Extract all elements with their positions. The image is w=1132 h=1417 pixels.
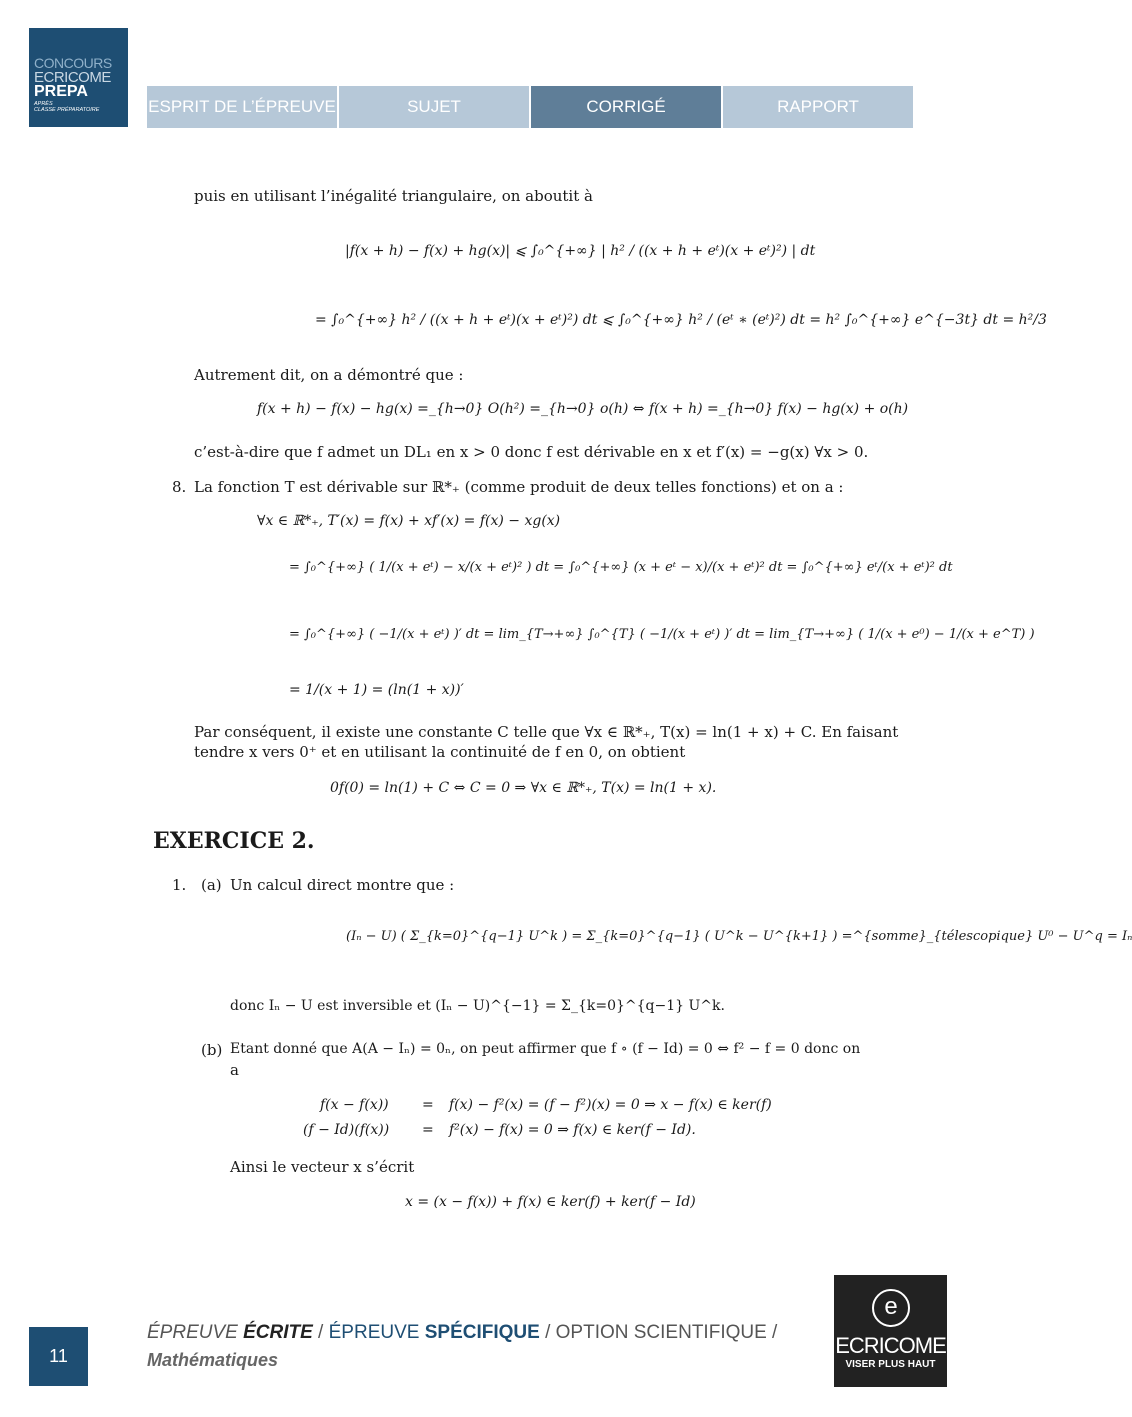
paragraph: Etant donné que A(A − Iₙ) = 0ₙ, on peut affirmer que f ∘ (f − Id) = 0 ⇔ f² − f = 0 donc on — [230, 1041, 861, 1057]
equation-line: ∀x ∈ ℝ*₊, T′(x) = f(x) + xf′(x) = f(x) − xg(x) — [257, 513, 561, 529]
equation-rhs: f(x) − f²(x) = (f − f²)(x) = 0 ⇒ x − f(x) ∈ ker(f) — [449, 1097, 772, 1113]
equation-line: = 1/(x + 1) = (ln(1 + x))′ — [289, 682, 464, 698]
equation-line: (Iₙ − U) ( Σ_{k=0}^{q−1} U^k ) = Σ_{k=0}^{q−1} ( U^k − U^{k+1} ) =^{somme}_{télescopique} U⁰ − U^q = Iₙ — [346, 929, 1132, 944]
paragraph: Par conséquent, il existe une constante C telle que ∀x ∈ ℝ*₊, T(x) = ln(1 + x) + C. En faisant — [194, 723, 899, 741]
equation-line: = ∫₀^{+∞} h² / ((x + h + eᵗ)(x + eᵗ)²) dt ⩽ ∫₀^{+∞} h² / (eᵗ ∗ (eᵗ)²) dt = h² ∫₀^{+∞} e^{−3t} dt = h²/3 — [315, 312, 1047, 328]
equation-lhs: (f − Id)(f(x)) — [303, 1122, 390, 1138]
logo-line-4: APRÈS CLASSE PRÉPARATOIRE — [34, 101, 100, 114]
equation-line: f(x + h) − f(x) − hg(x) =_{h→0} O(h²) =_{h→0} o(h) ⇔ f(x + h) =_{h→0} f(x) − hg(x) + o(h) — [257, 401, 909, 417]
paragraph: a — [230, 1061, 239, 1079]
item-label: (b) — [201, 1041, 223, 1059]
item-number: 1. — [172, 876, 187, 894]
exercise-title: EXERCICE 2. — [153, 828, 315, 854]
paragraph: Autrement dit, on a démontré que : — [194, 366, 464, 384]
paragraph: donc Iₙ − U est inversible et (Iₙ − U)^{−1} = Σ_{k=0}^{q−1} U^k. — [230, 998, 725, 1014]
item-number: 8. — [172, 478, 187, 496]
equation-rhs: f²(x) − f(x) = 0 ⇒ f(x) ∈ ker(f − Id). — [449, 1122, 696, 1138]
footer-breadcrumb: ÉPREUVE ÉCRITE / ÉPREUVE SPÉCIFIQUE / OPTION SCIENTIFIQUE / — [147, 1322, 778, 1343]
logo-line-2: ECRICOME — [34, 69, 111, 86]
paragraph: Ainsi le vecteur x s’écrit — [230, 1158, 415, 1176]
paragraph: La fonction T est dérivable sur ℝ*₊ (comme produit de deux telles fonctions) et on a : — [194, 478, 844, 496]
brand-name: ECRICOME — [835, 1333, 946, 1358]
equation-equals: = — [422, 1097, 434, 1113]
e-logo-icon: e — [872, 1289, 910, 1327]
tab-rapport[interactable]: RAPPORT — [723, 86, 913, 128]
logo-line-3: PREPA — [34, 83, 88, 100]
subject-label: Mathématiques — [147, 1350, 279, 1370]
page-number: 11 — [29, 1327, 88, 1386]
brand-tagline: VISER PLUS HAUT — [845, 1359, 936, 1370]
equation-line: x = (x − f(x)) + f(x) ∈ ker(f) + ker(f − Id) — [405, 1194, 696, 1210]
logo-line-1: CONCOURS — [34, 55, 112, 71]
ecricome-brand-logo — [834, 1275, 947, 1387]
tab-corrige[interactable]: CORRIGÉ — [531, 86, 721, 128]
paragraph: c’est-à-dire que f admet un DL₁ en x > 0 donc f est dérivable en x et f′(x) = −g(x) ∀x > 0. — [194, 443, 869, 461]
equation-line: |f(x + h) − f(x) + hg(x)| ⩽ ∫₀^{+∞} | h² / ((x + h + eᵗ)(x + eᵗ)²) | dt — [345, 243, 816, 259]
equation-line: = ∫₀^{+∞} ( 1/(x + eᵗ) − x/(x + eᵗ)² ) dt = ∫₀^{+∞} (x + eᵗ − x)/(x + eᵗ)² dt = ∫₀^{+∞} eᵗ/(x + eᵗ)² dt — [289, 560, 953, 575]
tab-esprit[interactable]: ESPRIT DE L’ÉPREUVE — [147, 86, 337, 128]
equation-lhs: f(x − f(x)) — [320, 1097, 389, 1113]
equation-line: 0f(0) = ln(1) + C ⇔ C = 0 ⇒ ∀x ∈ ℝ*₊, T(x) = ln(1 + x). — [330, 780, 717, 796]
equation-line: = ∫₀^{+∞} ( −1/(x + eᵗ) )′ dt = lim_{T→+∞} ∫₀^{T} ( −1/(x + eᵗ) )′ dt = lim_{T→+∞} ( 1/(x + e⁰) − 1/(x + e^T) ) — [289, 627, 1035, 642]
item-label: (a) — [201, 876, 222, 894]
equation-equals: = — [422, 1122, 434, 1138]
paragraph: puis en utilisant l’inégalité triangulaire, on aboutit à — [194, 187, 593, 205]
paragraph: tendre x vers 0⁺ et en utilisant la continuité de f en 0, on obtient — [194, 743, 686, 761]
tab-sujet[interactable]: SUJET — [339, 86, 529, 128]
paragraph: Un calcul direct montre que : — [230, 876, 455, 894]
